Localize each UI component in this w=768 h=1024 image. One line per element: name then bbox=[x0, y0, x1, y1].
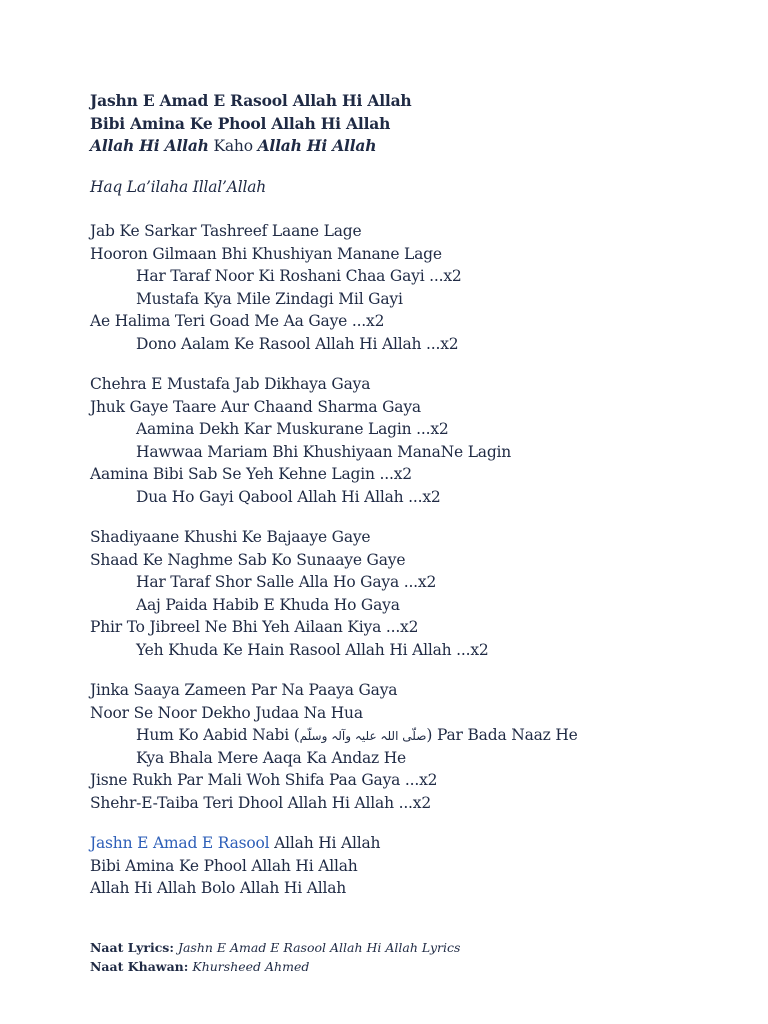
stanza4-line-3-part-b: ) Par Bada Naaz He bbox=[426, 726, 578, 744]
stanza3-line-6: Yeh Khuda Ke Hain Rasool Allah Hi Allah ...x2 bbox=[136, 640, 489, 659]
stanza3-line-4: Aaj Paida Habib E Khuda Ho Gaya bbox=[136, 595, 400, 614]
stanza3-line-2: Shaad Ke Naghme Sab Ko Sunaaye Gaye bbox=[90, 550, 406, 569]
stanza1-line-2: Hooron Gilmaan Bhi Khushiyan Manane Lage bbox=[90, 244, 442, 263]
stanza2-line-5: Aamina Bibi Sab Se Yeh Kehne Lagin ...x2 bbox=[90, 465, 412, 483]
stanza2-line-4: Hawwaa Mariam Bhi Khushiyaan ManaNe Lagin bbox=[136, 442, 512, 461]
stanza4-line-3-part-a: Hum Ko Aabid Nabi ( bbox=[136, 726, 300, 744]
stanza4-line-4: Kya Bhala Mere Aaqa Ka Andaz He bbox=[136, 748, 406, 767]
credit-khawan-label: Naat Khawan: bbox=[90, 959, 189, 974]
credit-khawan bbox=[90, 957, 750, 976]
intro-line-3-part-b: Kaho bbox=[208, 137, 258, 155]
intro-line-3-part-a: Allah Hi Allah bbox=[90, 136, 209, 155]
outro-line-1 bbox=[90, 832, 750, 855]
stanza3-line-3: Har Taraf Shor Salle Alla Ho Gaya ...x2 bbox=[136, 573, 437, 591]
haq-line: Haq La’ilaha Illal’Allah bbox=[90, 177, 267, 196]
credit-lyrics-value: Jashn E Amad E Rasool Allah Hi Allah Lyrics bbox=[177, 940, 461, 955]
stanza1-line-1: Jab Ke Sarkar Tashreef Laane Lage bbox=[90, 222, 362, 240]
lyrics-body bbox=[90, 90, 750, 900]
stanza2-line-6: Dua Ho Gayi Qabool Allah Hi Allah ...x2 bbox=[136, 487, 441, 506]
stanza4-line-1: Jinka Saaya Zameen Par Na Paaya Gaya bbox=[90, 681, 398, 699]
stanza4-line-3 bbox=[90, 724, 750, 747]
stanza1-line-6: Dono Aalam Ke Rasool Allah Hi Allah ...x2 bbox=[136, 334, 459, 353]
stanza2-line-1: Chehra E Mustafa Jab Dikhaya Gaya bbox=[90, 375, 371, 393]
stanza1-line-4: Mustafa Kya Mile Zindagi Mil Gayi bbox=[136, 289, 403, 308]
stanza4-line-6: Shehr-E-Taiba Teri Dhool Allah Hi Allah ...x2 bbox=[90, 793, 431, 812]
intro-line-2: Bibi Amina Ke Phool Allah Hi Allah bbox=[90, 113, 391, 133]
stanza3-line-1: Shadiyaane Khushi Ke Bajaaye Gaye bbox=[90, 528, 371, 546]
stanza1-line-5: Ae Halima Teri Goad Me Aa Gaye ...x2 bbox=[90, 312, 385, 330]
urdu-salutation: صلّی اللہ علیہ وآلہ وسلّم bbox=[299, 729, 427, 743]
stanza4-line-5: Jisne Rukh Par Mali Woh Shifa Paa Gaya ...x2 bbox=[90, 771, 438, 789]
outro-line-3: Allah Hi Allah Bolo Allah Hi Allah bbox=[90, 879, 347, 897]
credits bbox=[90, 938, 750, 976]
intro-line-3 bbox=[90, 135, 750, 158]
stanza2-line-2: Jhuk Gaye Taare Aur Chaand Sharma Gaya bbox=[90, 397, 421, 416]
stanza3-line-5: Phir To Jibreel Ne Bhi Yeh Ailaan Kiya ...x2 bbox=[90, 618, 419, 636]
intro-line-3-part-c: Allah Hi Allah bbox=[257, 136, 377, 155]
outro-link[interactable]: Jashn E Amad E Rasool bbox=[90, 834, 270, 852]
credit-khawan-value: Khursheed Ahmed bbox=[192, 959, 310, 974]
stanza2-line-3: Aamina Dekh Kar Muskurane Lagin ...x2 bbox=[136, 420, 449, 438]
outro-line-2: Bibi Amina Ke Phool Allah Hi Allah bbox=[90, 856, 358, 875]
outro-line-1-rest: Allah Hi Allah bbox=[269, 834, 381, 852]
stanza1-line-3: Har Taraf Noor Ki Roshani Chaa Gayi ...x2 bbox=[136, 267, 462, 285]
credit-lyrics bbox=[90, 938, 750, 957]
intro-line-1: Jashn E Amad E Rasool Allah Hi Allah bbox=[90, 91, 412, 110]
credit-lyrics-label: Naat Lyrics: bbox=[90, 940, 174, 955]
stanza4-line-2: Noor Se Noor Dekho Judaa Na Hua bbox=[90, 703, 363, 722]
